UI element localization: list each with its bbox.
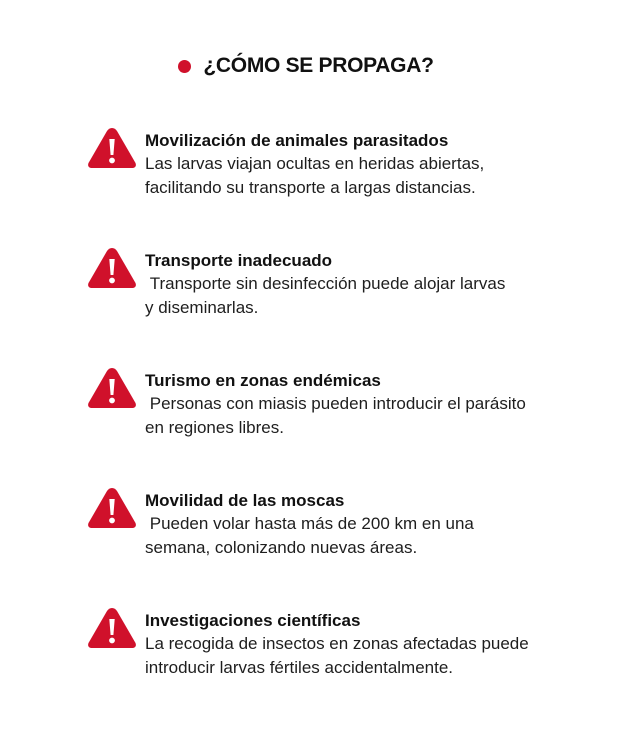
item-description: Las larvas viajan ocultas en heridas abiertas, facilitando su transporte a largas distancias. — [145, 154, 485, 197]
item-title: Movilización de animales parasitados — [145, 131, 449, 150]
item-title: Turismo en zonas endémicas — [145, 371, 381, 390]
section-header — [0, 50, 618, 82]
list-item — [86, 125, 586, 205]
item-title: Movilidad de las moscas — [145, 491, 345, 510]
list-item — [86, 485, 586, 565]
item-description: Personas con miasis pueden introducir el parásito en regiones libres. — [145, 394, 526, 437]
warning-icon — [86, 125, 138, 171]
list-item — [86, 245, 586, 325]
item-description: Transporte sin desinfección puede alojar larvas y diseminarlas. — [145, 274, 506, 317]
warning-icon — [86, 365, 138, 411]
item-description: Pueden volar hasta más de 200 km en una semana, colonizando nuevas áreas. — [145, 514, 474, 557]
item-title: Transporte inadecuado — [145, 251, 333, 270]
red-dot-icon — [178, 60, 191, 73]
warning-icon — [86, 245, 138, 291]
list-item — [86, 605, 586, 685]
warning-icon — [86, 485, 138, 531]
item-title: Investigaciones científicas — [145, 611, 361, 630]
page-title: ¿CÓMO SE PROPAGA? — [203, 54, 434, 77]
list-item — [86, 365, 586, 445]
item-description: La recogida de insectos en zonas afectadas puede introducir larvas fértiles accidentalmente. — [145, 634, 529, 677]
warning-icon — [86, 605, 138, 651]
